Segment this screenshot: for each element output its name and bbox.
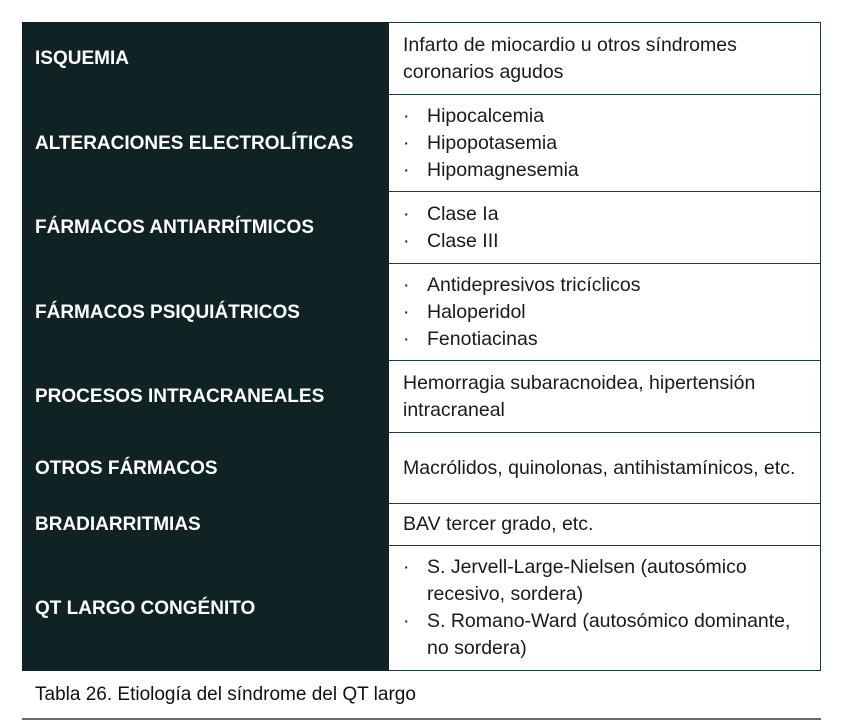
row-description: Hemorragia subaracnoidea, hipertensión intracraneal	[389, 361, 821, 433]
row-category: OTROS FÁRMACOS	[23, 433, 389, 504]
row-description	[389, 264, 821, 361]
table-caption: Tabla 26. Etiología del síndrome del QT largo	[35, 684, 416, 705]
list-item: · S. Romano-Ward (autosómico dominante, no sordera)	[403, 610, 791, 659]
table-row	[23, 504, 821, 546]
table-row	[23, 264, 821, 361]
list-item: · Haloperidol	[403, 300, 526, 323]
row-description: Macrólidos, quinolonas, antihistamínicos, etc.	[389, 433, 821, 504]
row-category: QT LARGO CONGÉNITO	[23, 546, 389, 671]
list-item: · Hipomagnesemia	[403, 158, 579, 181]
list-item: · S. Jervell-Large-Nielsen (autosómico recesivo, sordera)	[403, 556, 747, 605]
row-category: FÁRMACOS ANTIARRÍTMICOS	[23, 192, 389, 264]
table-row	[23, 95, 821, 192]
table-row	[23, 361, 821, 433]
row-description	[389, 95, 821, 192]
row-category: ALTERACIONES ELECTROLÍTICAS	[23, 95, 389, 192]
row-description: BAV tercer grado, etc.	[389, 504, 821, 546]
table-row	[23, 546, 821, 671]
row-description: Infarto de miocardio u otros síndromes coronarios agudos	[389, 23, 821, 95]
bottom-divider	[22, 718, 821, 720]
table-row	[23, 433, 821, 504]
etiology-table-container	[22, 22, 821, 671]
row-category: BRADIARRITMIAS	[23, 504, 389, 546]
row-description	[389, 192, 821, 264]
row-description	[389, 546, 821, 671]
table-row	[23, 192, 821, 264]
row-category: ISQUEMIA	[23, 23, 389, 95]
etiology-table	[22, 22, 821, 671]
row-category: FÁRMACOS PSIQUIÁTRICOS	[23, 264, 389, 361]
list-item: · Clase Ia	[403, 202, 499, 225]
table-row	[23, 23, 821, 95]
list-item: · Fenotiacinas	[403, 327, 538, 350]
row-category: PROCESOS INTRACRANEALES	[23, 361, 389, 433]
list-item: · Hipopotasemia	[403, 131, 558, 154]
list-item: · Clase III	[403, 229, 499, 252]
list-item: · Hipocalcemia	[403, 104, 545, 127]
list-item: · Antidepresivos tricíclicos	[403, 273, 641, 296]
